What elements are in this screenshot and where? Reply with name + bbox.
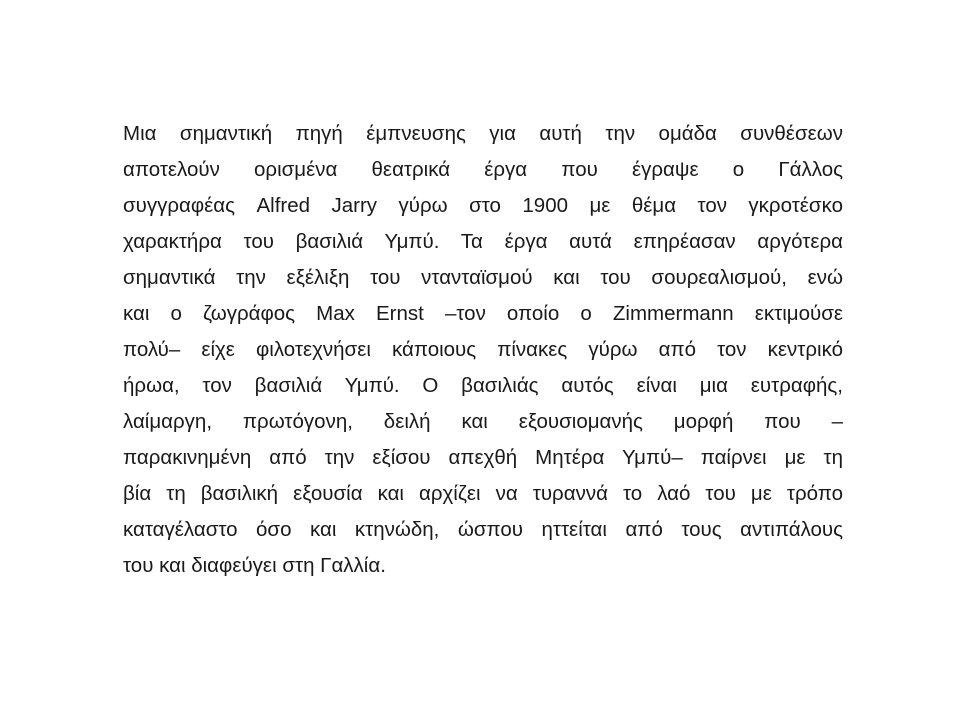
paragraph-line-2: αποτελούν ορισμένα θεατρικά έργα που έγραψε ο Γάλλος <box>123 158 843 181</box>
paragraph-line-4: χαρακτήρα του βασιλιά Υμπύ. Τα έργα αυτά επηρέασαν αργότερα <box>123 230 843 253</box>
paragraph-line-11: βία τη βασιλική εξουσία και αρχίζει να τυραννά το λαό του με τρόπο <box>123 482 843 505</box>
paragraph-line-12: καταγέλαστο όσο και κτηνώδη, ώσπου ηττείται από τους αντιπάλους <box>123 518 843 541</box>
paragraph-line-5: σημαντικά την εξέλιξη του ντανταϊσμού και του σουρεαλισμού, ενώ <box>123 266 843 289</box>
paragraph-line-10: παρακινημένη από την εξίσου απεχθή Μητέρα Υμπύ– παίρνει με τη <box>123 446 843 469</box>
paragraph-line-13: του και διαφεύγει στη Γαλλία. <box>123 554 386 577</box>
paragraph-line-6: και ο ζωγράφος Max Ernst –τον οποίο ο Zimmermann εκτιμούσε <box>123 302 843 325</box>
paragraph <box>123 116 843 584</box>
paragraph-line-8: ήρωα, τον βασιλιά Υμπύ. Ο βασιλιάς αυτός είναι μια ευτραφής, <box>123 374 843 397</box>
paragraph-line-9: λαίμαργη, πρωτόγονη, δειλή και εξουσιομανής μορφή που – <box>123 410 843 433</box>
paragraph-line-7: πολύ– είχε φιλοτεχνήσει κάποιους πίνακες γύρω από τον κεντρικό <box>123 338 843 361</box>
paragraph-line-3: συγγραφέας Alfred Jarry γύρω στο 1900 με θέμα τον γκροτέσκο <box>123 194 843 217</box>
paragraph-line-1: Μια σημαντική πηγή έμπνευσης για αυτή την ομάδα συνθέσεων <box>123 122 843 145</box>
